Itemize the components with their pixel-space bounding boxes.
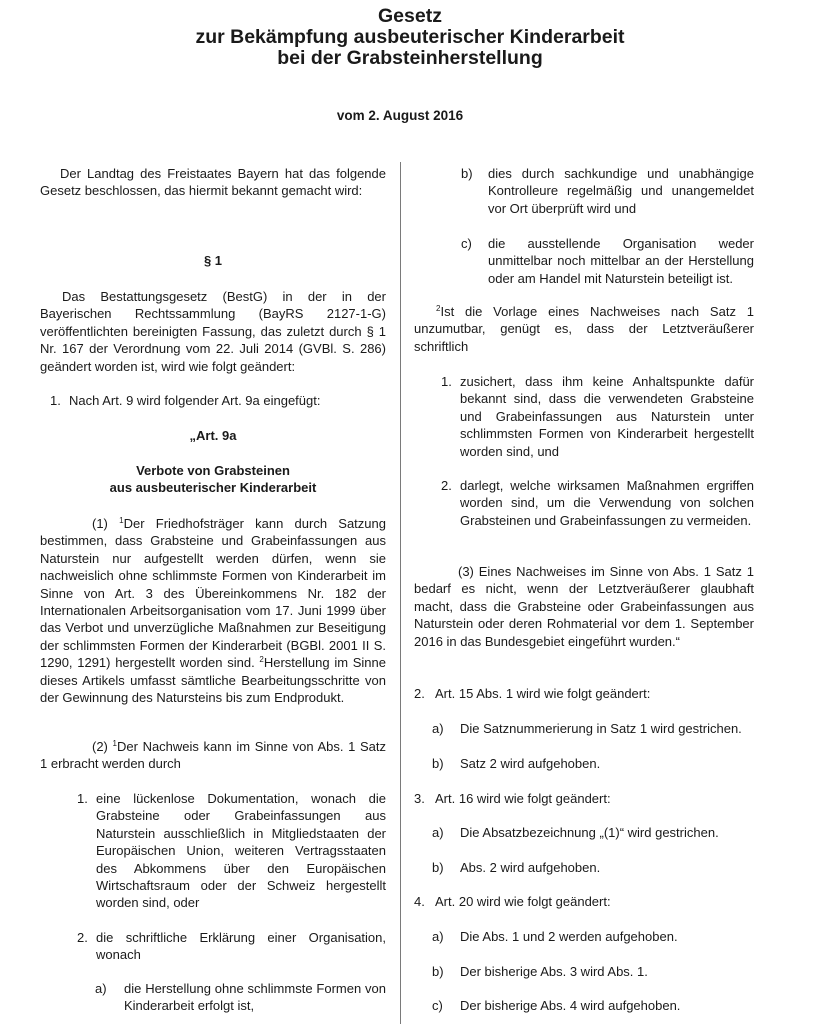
title-line-1: Gesetz — [378, 5, 442, 27]
list-marker: c) — [432, 998, 443, 1013]
list-item-1 — [414, 373, 754, 460]
list-marker: a) — [432, 721, 444, 736]
list-text: Die Absatzbezeichnung „(1)“ wird gestrichen. — [460, 825, 719, 840]
list-text: die schriftliche Erklärung einer Organisation, wonach — [96, 930, 386, 963]
list-marker: 2. — [441, 478, 452, 493]
intro-paragraph: Der Landtag des Freistaates Bayern hat das folgende Gesetz beschlossen, das hiermit bekannt gemacht wird: — [40, 166, 386, 199]
list-marker: b) — [461, 166, 473, 181]
article-heading: „Art. 9a — [189, 428, 237, 443]
list-text: Die Satznummerierung in Satz 1 wird gestrichen. — [460, 721, 742, 736]
list-marker: 4. — [414, 894, 425, 909]
paragraph-text: Ist die Vorlage eines Nachweises nach Satz 1 unzumutbar, genügt es, dass der Letztveräußerer schriftlich — [414, 304, 754, 354]
list-marker: 1. — [441, 374, 452, 389]
list-text: eine lückenlose Dokumentation, wonach die Grabsteine oder Grabeinfassungen aus Naturstein ausschließlich in Mitgliedstaaten der Europäischen Union, weiteren Vertragsstaaten des Abkommens über den Europäischen Wirtschaftsraum oder der Schweiz hergestellt worden sind, oder — [96, 791, 386, 911]
list-marker: c) — [461, 236, 472, 251]
list-text: Nach Art. 9 wird folgender Art. 9a eingefügt: — [69, 393, 321, 408]
sentence-number: 1 — [119, 516, 124, 525]
list-item-4 — [414, 893, 754, 910]
list-marker: 1. — [50, 393, 61, 408]
list-text: Abs. 2 wird aufgehoben. — [460, 860, 601, 875]
list-text: darlegt, welche wirksamen Maßnahmen ergriffen worden sind, um die Verwendung von solchen Grabsteinen und Grabeinfassungen zu vermeiden. — [460, 478, 754, 528]
list-marker: a) — [432, 825, 444, 840]
list-item-4b — [414, 963, 754, 980]
list-item-3b — [414, 859, 754, 876]
sentence-number: 2 — [436, 304, 441, 313]
list-item-b — [414, 165, 754, 217]
list-marker: a) — [95, 981, 107, 996]
absatz-text: Der Nachweis kann im Sinne von Abs. 1 Satz 1 erbracht werden durch — [40, 739, 386, 772]
list-item-2 — [414, 477, 754, 529]
title-line-3: bei der Grabsteinherstellung — [277, 47, 543, 69]
list-text: Der bisherige Abs. 4 wird aufgehoben. — [460, 998, 681, 1013]
list-marker: b) — [432, 964, 444, 979]
law-date: vom 2. August 2016 — [336, 108, 464, 123]
list-text: Die Abs. 1 und 2 werden aufgehoben. — [460, 929, 678, 944]
absatz-2 — [40, 738, 386, 773]
list-text: Der bisherige Abs. 3 wird Abs. 1. — [460, 964, 648, 979]
list-marker: b) — [432, 860, 444, 875]
article-title-line-1: Verbote von Grabsteinen — [136, 463, 290, 478]
list-item-4a — [414, 928, 754, 945]
absatz-text: Der Friedhofsträger kann durch Satzung bestimmen, dass Grabsteine und Grabeinfassungen aus Naturstein nur aufgestellt werden dürfen, wenn sie nachweislich ohne schlimmste Formen von Kinderarbeit im Sinne von Art. 3 des Übereinkommens Nr. 182 der Internationalen Arbeitsorganisation vom 17. Juni 1999 über das Verbot und unverzügliche Maßnahmen zur Beseitigung der schlimmsten Formen der Kinderarbeit (BGBl. 2001 II S. 1290, 1291) hergestellt worden sind. — [40, 516, 386, 671]
article-title — [40, 462, 386, 497]
absatz-number: (1) — [92, 516, 108, 531]
list-item-a — [40, 980, 386, 1015]
list-item-1 — [40, 392, 386, 409]
absatz-1 — [40, 515, 386, 706]
list-item-2 — [414, 685, 754, 702]
list-marker: b) — [432, 756, 444, 771]
absatz-3: (3) Eines Nachweises im Sinne von Abs. 1 Satz 1 bedarf es nicht, wenn der Letztveräußerer glaubhaft macht, dass die Grabsteine oder Grabeinfassungen aus Naturstein oder deren Rohmaterial vor dem 1. September 2016 in das Bundesgebiet eingeführt wurden.“ — [414, 564, 754, 649]
list-text: die ausstellende Organisation weder unmittelbar noch mittelbar an der Herstellung oder am Handel mit Naturstein beteiligt ist. — [488, 236, 754, 286]
title-line-2: zur Bekämpfung ausbeuterischer Kinderarbeit — [195, 26, 625, 48]
absatz-text: Herstellung im Sinne dieses Artikels umfasst sämtliche Bearbeitungsschritte von der Gewinnung des Natursteins bis zum Endprodukt. — [40, 655, 386, 706]
sentence-number: 1 — [112, 739, 117, 748]
list-marker: 2. — [414, 686, 425, 701]
list-item-c — [414, 235, 754, 287]
article-title-line-2: aus ausbeuterischer Kinderarbeit — [109, 480, 317, 496]
list-item-4c — [414, 997, 754, 1014]
satz-2-paragraph — [414, 303, 754, 355]
law-title — [0, 6, 820, 69]
list-item-1 — [40, 790, 386, 912]
list-text: dies durch sachkundige und unabhängige Kontrolleure regelmäßig und unangemeldet vor Ort überprüft wird und — [488, 166, 754, 216]
section-heading: § 1 — [203, 253, 223, 268]
list-marker: 2. — [77, 930, 88, 945]
list-text: Art. 20 wird wie folgt geändert: — [435, 894, 611, 909]
column-divider — [400, 162, 401, 1024]
list-item-3 — [414, 790, 754, 807]
list-item-2a — [414, 720, 754, 737]
list-text: Satz 2 wird aufgehoben. — [460, 756, 601, 771]
list-text: Art. 15 Abs. 1 wird wie folgt geändert: — [435, 686, 651, 701]
list-marker: 3. — [414, 791, 425, 806]
list-text: zusichert, dass ihm keine Anhaltspunkte dafür bekannt sind, dass die verwendeten Grabsteine und Grabeinfassungen aus Naturstein unter schlimmsten Formen von Kinderarbeit hergestellt worden sind, und — [460, 374, 754, 459]
list-marker: 1. — [77, 791, 88, 806]
absatz-number: (2) — [92, 739, 108, 754]
list-item-2b — [414, 755, 754, 772]
list-marker: a) — [432, 929, 444, 944]
list-item-2 — [40, 929, 386, 964]
list-text: die Herstellung ohne schlimmste Formen von Kinderarbeit erfolgt ist, — [124, 981, 386, 1014]
list-text: Art. 16 wird wie folgt geändert: — [435, 791, 611, 806]
list-item-3a — [414, 824, 754, 841]
sentence-number: 2 — [259, 655, 264, 665]
section-paragraph: Das Bestattungsgesetz (BestG) in der in der Bayerischen Rechtssammlung (BayRS 2127-1-G) veröffentlichten bereinigten Fassung, das zuletzt durch § 1 Nr. 167 der Verordnung vom 22. Juli 2014 (GVBl. S. 286) geändert worden ist, wird wie folgt geändert: — [40, 289, 386, 374]
